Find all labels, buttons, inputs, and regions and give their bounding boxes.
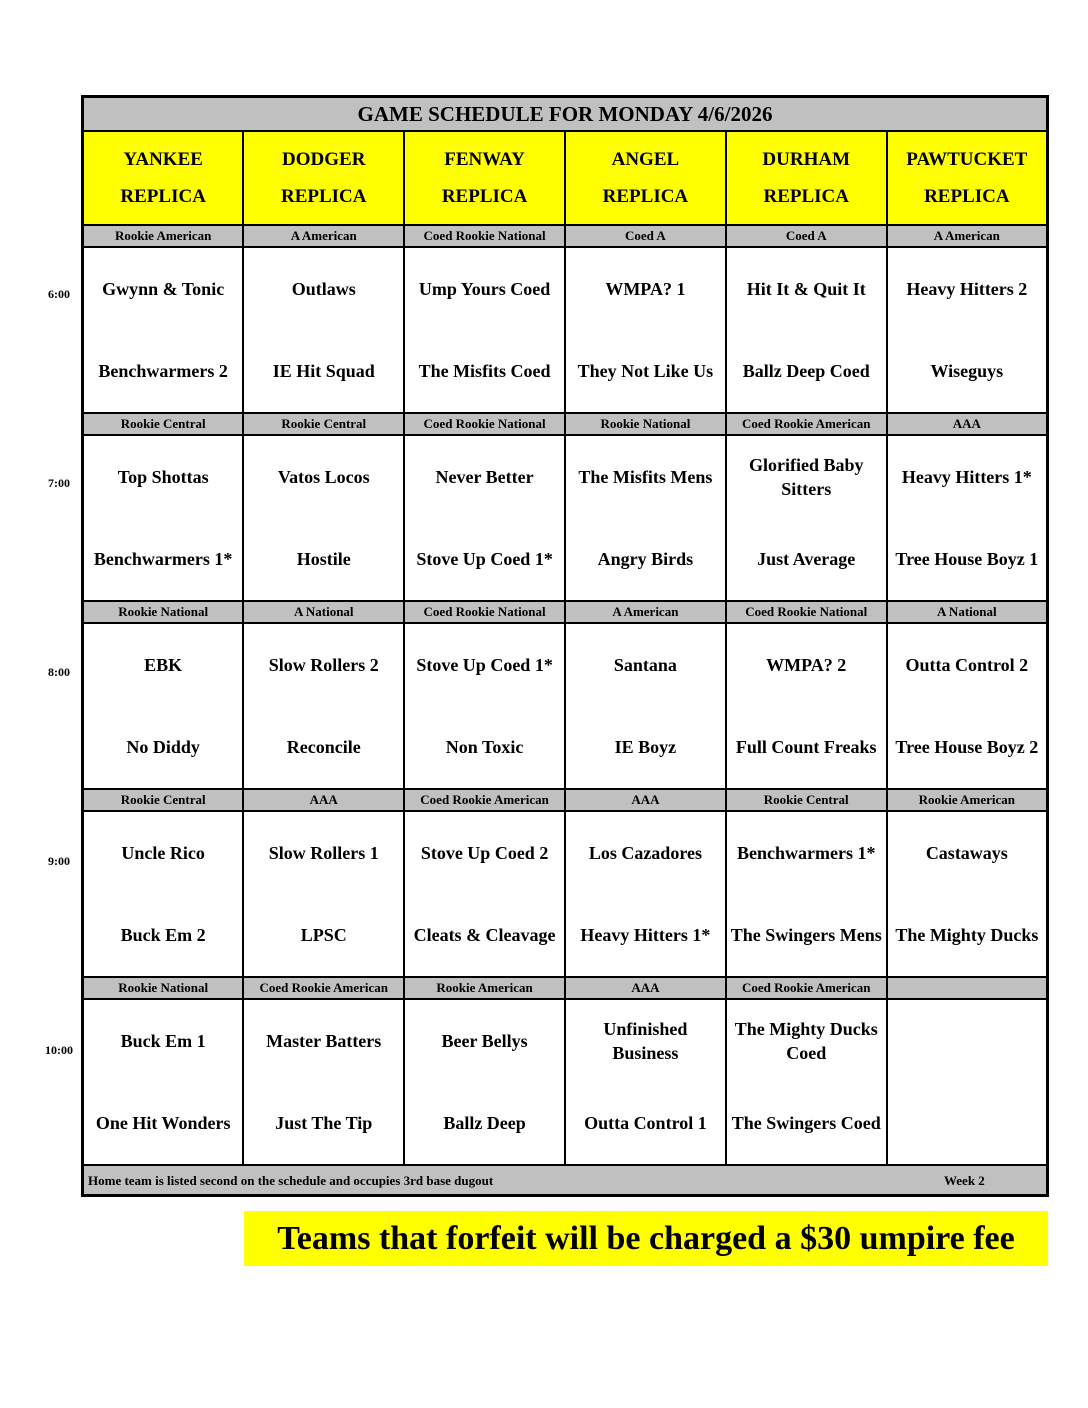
home-team: They Not Like Us bbox=[577, 361, 714, 381]
time-slot-label: 7:00 bbox=[48, 476, 70, 490]
home-team: Tree House Boyz 2 bbox=[895, 737, 1039, 757]
division-label: Coed A bbox=[565, 225, 726, 247]
home-team: Just The Tip bbox=[275, 1113, 373, 1133]
home-team: LPSC bbox=[300, 925, 347, 945]
away-team: Buck Em 1 bbox=[120, 1031, 206, 1051]
game-row bbox=[83, 435, 1048, 601]
division-label: Rookie Central bbox=[243, 413, 404, 435]
division-row bbox=[83, 413, 1048, 435]
home-team: Reconcile bbox=[286, 737, 361, 757]
schedule-table bbox=[81, 95, 1049, 1197]
game-cell bbox=[243, 247, 404, 413]
park-header-pawtucket bbox=[887, 131, 1048, 225]
park-header-yankee bbox=[83, 131, 244, 225]
division-label: Rookie American bbox=[404, 977, 565, 999]
footer-cell bbox=[83, 1165, 1048, 1196]
away-team: Slow Rollers 2 bbox=[268, 655, 379, 675]
park-header-durham bbox=[726, 131, 887, 225]
division-label: Coed Rookie American bbox=[243, 977, 404, 999]
away-team: The Misfits Mens bbox=[578, 467, 713, 487]
home-team: Angry Birds bbox=[597, 549, 694, 569]
game-cell bbox=[726, 623, 887, 789]
away-team: Gwynn & Tonic bbox=[102, 279, 225, 299]
game-cell bbox=[243, 811, 404, 977]
home-team: Ballz Deep Coed bbox=[742, 361, 870, 381]
game-cell bbox=[726, 247, 887, 413]
schedule-title: GAME SCHEDULE FOR MONDAY 4/6/2026 bbox=[83, 97, 1048, 132]
away-team: Master Batters bbox=[266, 1031, 382, 1051]
game-row bbox=[83, 623, 1048, 789]
game-cell bbox=[887, 623, 1048, 789]
division-label: Coed Rookie National bbox=[404, 225, 565, 247]
division-label: Coed Rookie American bbox=[404, 789, 565, 811]
away-team: Slow Rollers 1 bbox=[268, 843, 379, 863]
game-cell bbox=[565, 247, 726, 413]
division-row bbox=[83, 601, 1048, 623]
park-name: ANGEL bbox=[611, 149, 680, 170]
home-team: Tree House Boyz 1 bbox=[895, 549, 1039, 569]
game-cell bbox=[887, 435, 1048, 601]
away-team: Never Better bbox=[435, 467, 534, 487]
away-team: Top Shottas bbox=[117, 467, 209, 487]
home-team: Outta Control 1 bbox=[584, 1113, 707, 1133]
division-row bbox=[83, 789, 1048, 811]
title-row bbox=[83, 97, 1048, 132]
game-cell bbox=[726, 435, 887, 601]
division-label: Rookie Central bbox=[83, 413, 244, 435]
away-team: WMPA? 1 bbox=[605, 279, 686, 299]
away-team: Stove Up Coed 1* bbox=[416, 655, 553, 675]
game-cell bbox=[243, 999, 404, 1165]
division-label: AAA bbox=[565, 977, 726, 999]
park-sub: REPLICA bbox=[924, 186, 1010, 207]
game-cell bbox=[83, 247, 244, 413]
division-label: Rookie Central bbox=[83, 789, 244, 811]
time-slot-label: 8:00 bbox=[48, 665, 70, 679]
division-label: A American bbox=[565, 601, 726, 623]
away-team: Santana bbox=[613, 655, 677, 675]
game-cell bbox=[404, 435, 565, 601]
away-team: Los Cazadores bbox=[588, 843, 702, 863]
home-team: Just Average bbox=[757, 549, 856, 569]
game-row bbox=[83, 811, 1048, 977]
game-cell bbox=[565, 435, 726, 601]
game-cell bbox=[565, 811, 726, 977]
away-team: Hit It & Quit It bbox=[746, 279, 866, 299]
home-team: Stove Up Coed 1* bbox=[416, 549, 553, 569]
division-row bbox=[83, 977, 1048, 999]
park-sub: REPLICA bbox=[602, 186, 689, 207]
game-cell bbox=[726, 999, 887, 1165]
division-label: Rookie American bbox=[83, 225, 244, 247]
home-team: The Mighty Ducks bbox=[895, 925, 1039, 945]
away-team: Unfinished Business bbox=[603, 1019, 688, 1063]
home-team: Buck Em 2 bbox=[120, 925, 206, 945]
game-cell bbox=[404, 623, 565, 789]
week-label: Week 2 bbox=[944, 1173, 985, 1188]
division-label: Coed Rookie National bbox=[404, 413, 565, 435]
home-team: Benchwarmers 2 bbox=[98, 361, 228, 381]
park-sub: REPLICA bbox=[280, 186, 367, 207]
home-team: One Hit Wonders bbox=[95, 1113, 231, 1133]
park-header-fenway bbox=[404, 131, 565, 225]
park-name: FENWAY bbox=[444, 149, 525, 170]
forfeit-banner: Teams that forfeit will be charged a $30 umpire fee bbox=[244, 1211, 1048, 1266]
division-label bbox=[887, 977, 1048, 999]
away-team: Glorified Baby Sitters bbox=[748, 455, 864, 499]
game-cell bbox=[83, 435, 244, 601]
home-team: Benchwarmers 1* bbox=[93, 549, 233, 569]
game-cell bbox=[404, 247, 565, 413]
game-cell bbox=[83, 623, 244, 789]
home-team: Non Toxic bbox=[445, 737, 524, 757]
division-label: Coed Rookie National bbox=[404, 601, 565, 623]
away-team: The Mighty Ducks Coed bbox=[734, 1019, 878, 1063]
game-cell bbox=[243, 435, 404, 601]
home-team bbox=[888, 1082, 1046, 1164]
away-team: Uncle Rico bbox=[121, 843, 205, 863]
away-team: Heavy Hitters 1* bbox=[901, 467, 1032, 487]
time-slot-label: 9:00 bbox=[48, 854, 70, 868]
game-cell bbox=[887, 247, 1048, 413]
home-team: Wiseguys bbox=[930, 361, 1004, 381]
game-row bbox=[83, 247, 1048, 413]
away-team: Outta Control 2 bbox=[905, 655, 1029, 675]
away-team: Heavy Hitters 2 bbox=[906, 279, 1028, 299]
away-team: Beer Bellys bbox=[441, 1031, 528, 1051]
home-team: The Misfits Coed bbox=[418, 361, 551, 381]
away-team: Vatos Locos bbox=[277, 467, 370, 487]
home-team: Full Count Freaks bbox=[735, 737, 877, 757]
division-row bbox=[83, 225, 1048, 247]
division-label: Rookie National bbox=[83, 977, 244, 999]
game-cell bbox=[565, 999, 726, 1165]
park-name: DURHAM bbox=[762, 149, 851, 170]
away-team: Castaways bbox=[925, 843, 1008, 863]
home-team: Ballz Deep bbox=[443, 1113, 526, 1133]
home-team: The Swingers Coed bbox=[731, 1113, 881, 1133]
footer-row bbox=[83, 1165, 1048, 1196]
game-cell bbox=[404, 811, 565, 977]
division-label: Rookie National bbox=[565, 413, 726, 435]
home-team: Heavy Hitters 1* bbox=[580, 925, 711, 945]
park-header-angel bbox=[565, 131, 726, 225]
park-sub: REPLICA bbox=[763, 186, 849, 207]
division-label: Coed Rookie American bbox=[726, 413, 887, 435]
away-team: Stove Up Coed 2 bbox=[420, 843, 549, 863]
away-team: EBK bbox=[144, 655, 183, 675]
division-label: AAA bbox=[887, 413, 1048, 435]
away-team: Ump Yours Coed bbox=[418, 279, 551, 299]
park-header-dodger bbox=[243, 131, 404, 225]
home-team-note: Home team is listed second on the schedule and occupies 3rd base dugout bbox=[88, 1173, 494, 1188]
division-label: Coed Rookie American bbox=[726, 977, 887, 999]
park-header-row bbox=[83, 131, 1048, 225]
park-sub: REPLICA bbox=[441, 186, 528, 207]
division-label: A National bbox=[887, 601, 1048, 623]
away-team: Outlaws bbox=[291, 279, 356, 299]
time-slot-label: 6:00 bbox=[48, 287, 70, 301]
game-cell bbox=[726, 811, 887, 977]
home-team: IE Hit Squad bbox=[272, 361, 375, 381]
division-label: Coed Rookie National bbox=[726, 601, 887, 623]
division-label: Rookie American bbox=[887, 789, 1048, 811]
division-label: AAA bbox=[565, 789, 726, 811]
division-label: Coed A bbox=[726, 225, 887, 247]
time-slot-label: 10:00 bbox=[45, 1043, 73, 1057]
away-team bbox=[888, 1000, 1046, 1082]
away-team: Benchwarmers 1* bbox=[736, 843, 876, 863]
game-row bbox=[83, 999, 1048, 1165]
division-label: A American bbox=[243, 225, 404, 247]
game-cell bbox=[83, 811, 244, 977]
game-cell bbox=[83, 999, 244, 1165]
game-cell bbox=[887, 999, 1048, 1165]
home-team: Hostile bbox=[296, 549, 351, 569]
game-cell bbox=[404, 999, 565, 1165]
game-cell bbox=[243, 623, 404, 789]
division-label: Rookie Central bbox=[726, 789, 887, 811]
division-label: A National bbox=[243, 601, 404, 623]
home-team: IE Boyz bbox=[614, 737, 677, 757]
home-team: No Diddy bbox=[126, 737, 200, 757]
game-cell bbox=[565, 623, 726, 789]
away-team: WMPA? 2 bbox=[766, 655, 847, 675]
home-team: The Swingers Mens bbox=[730, 925, 882, 945]
division-label: A American bbox=[887, 225, 1048, 247]
division-label: AAA bbox=[243, 789, 404, 811]
park-name: DODGER bbox=[282, 149, 366, 170]
park-name: PAWTUCKET bbox=[906, 149, 1028, 170]
park-name: YANKEE bbox=[123, 149, 203, 170]
division-label: Rookie National bbox=[83, 601, 244, 623]
home-team: Cleats & Cleavage bbox=[413, 925, 556, 945]
park-sub: REPLICA bbox=[120, 186, 206, 207]
game-cell bbox=[887, 811, 1048, 977]
